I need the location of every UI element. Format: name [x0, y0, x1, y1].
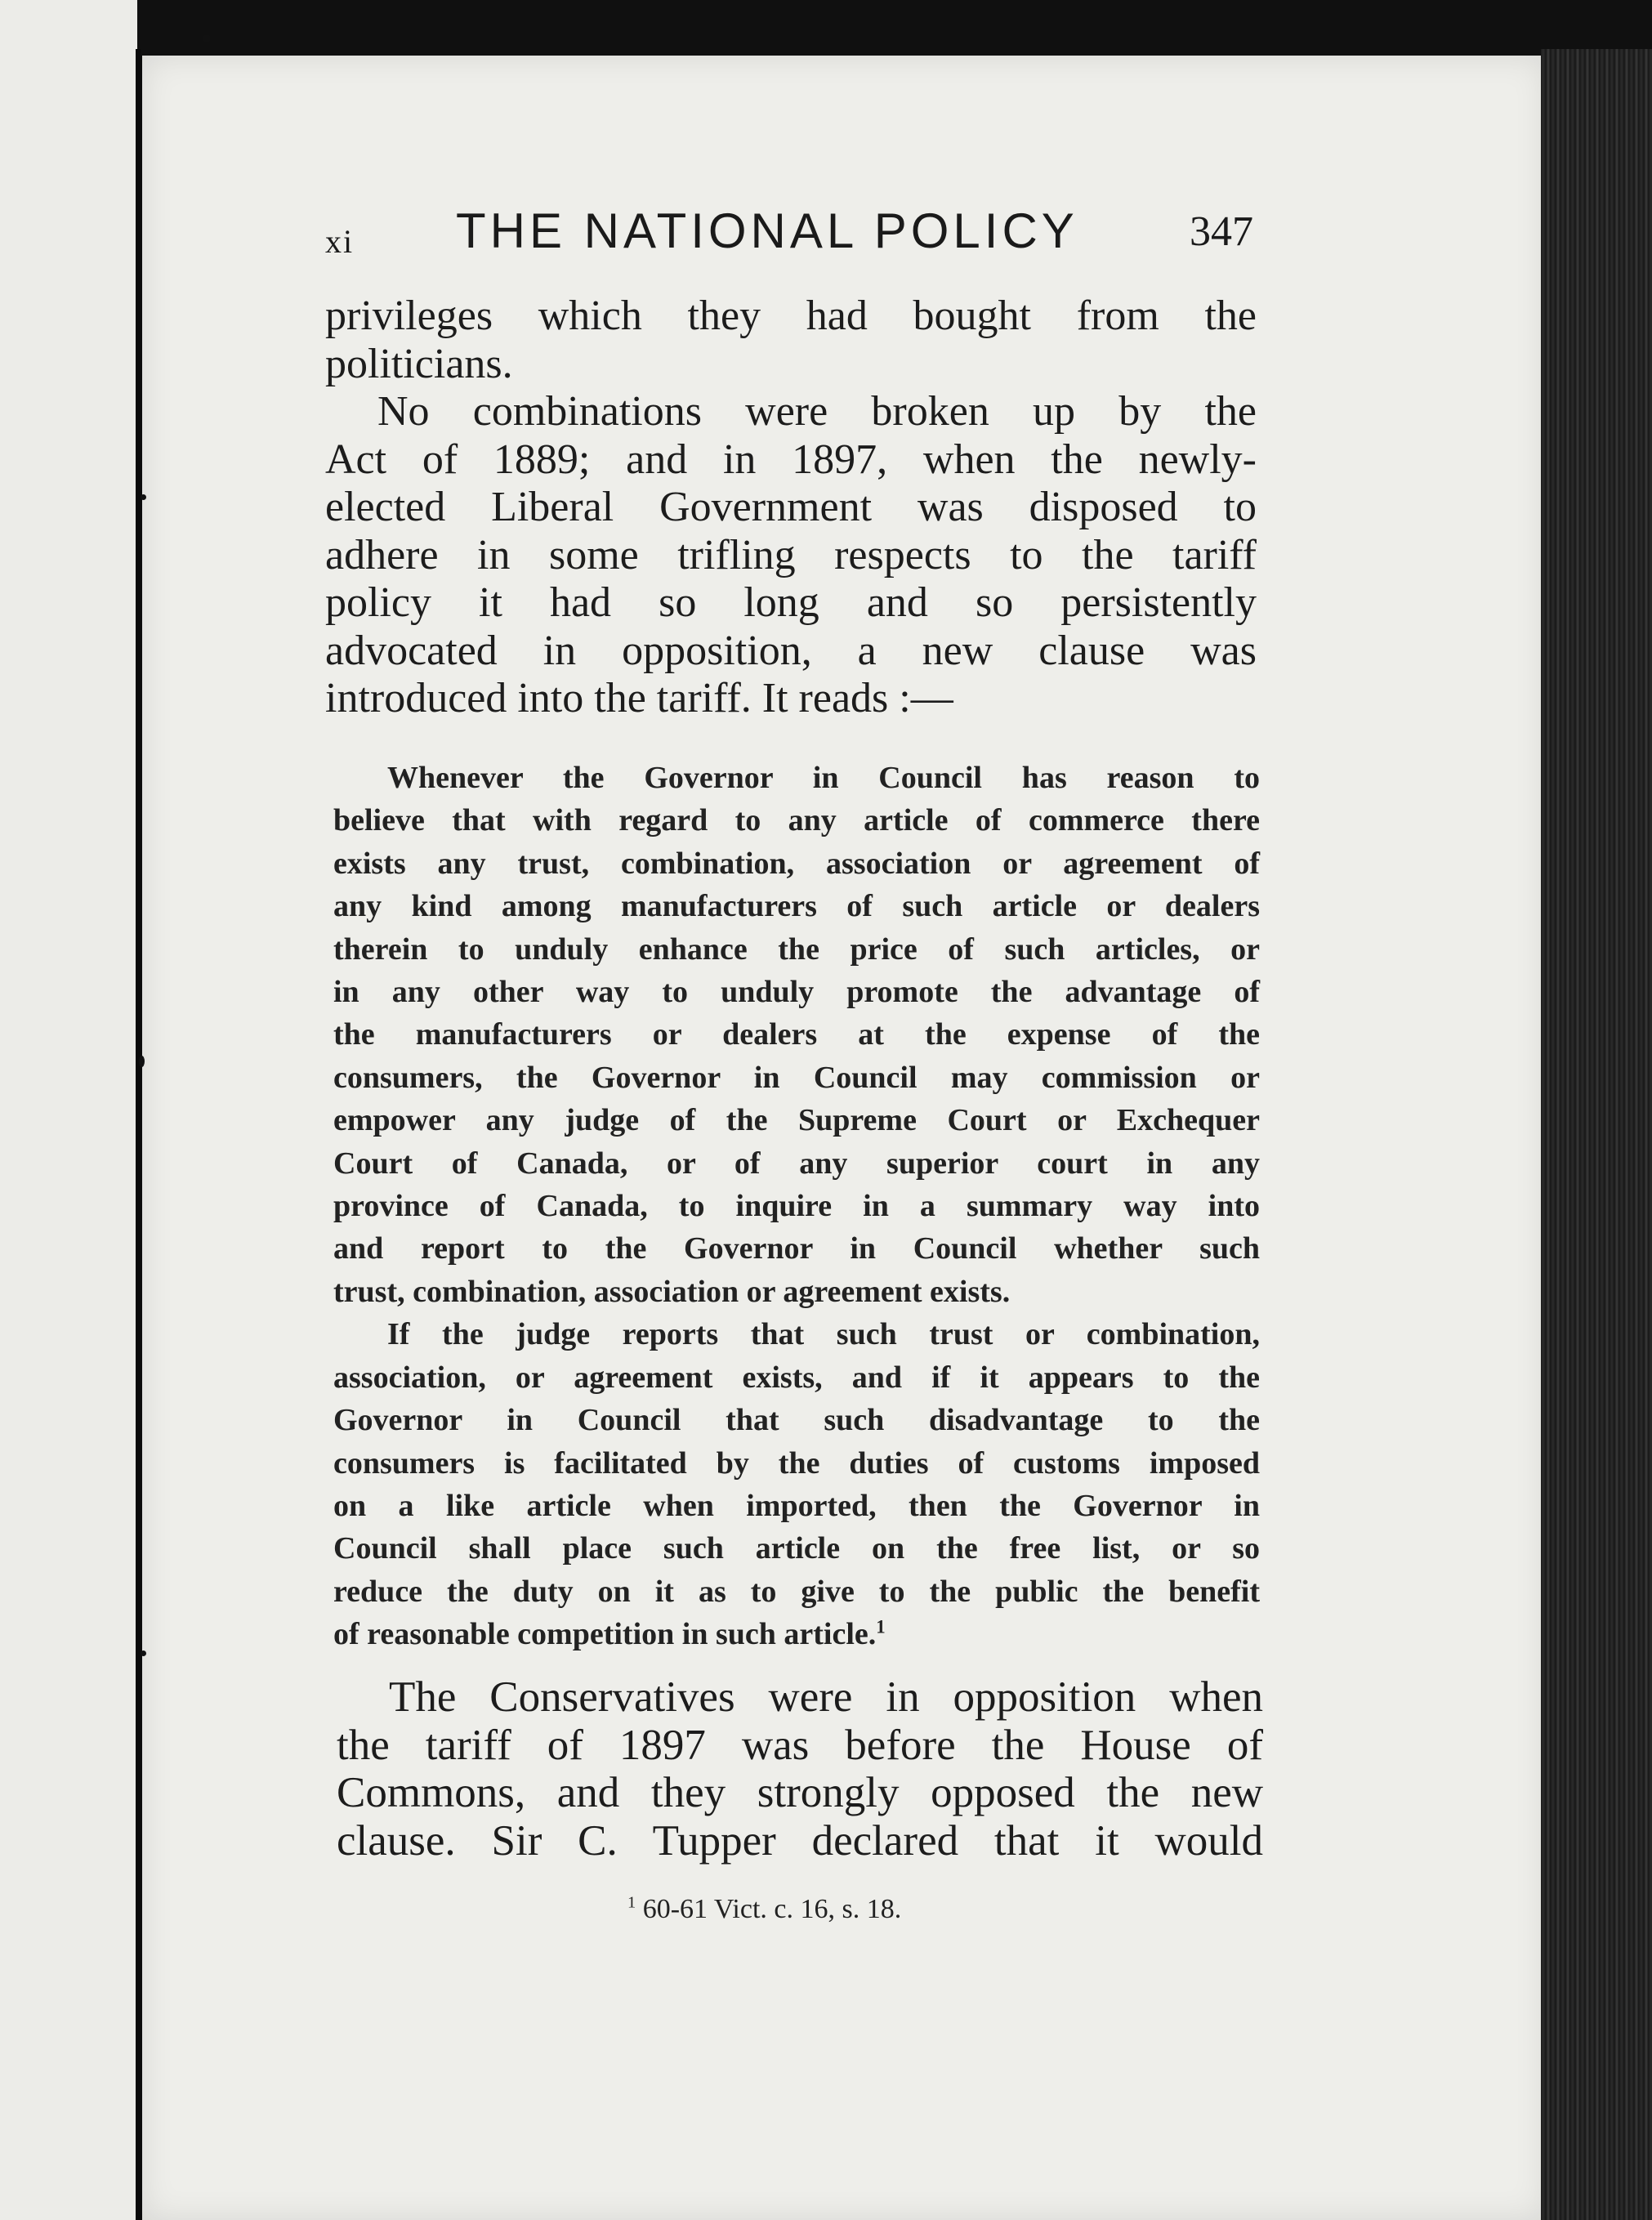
running-title: THE NATIONAL POLICY: [456, 203, 1078, 258]
quote-line: in any other way to unduly promote the advantage of: [333, 975, 1260, 1010]
text-line: introduced into the tariff. It reads :—: [325, 675, 953, 721]
page-fore-edge: [1541, 49, 1652, 2220]
scan-speck: [141, 1650, 146, 1656]
text-line: No combinations were broken up by the: [377, 388, 1257, 435]
text-line: privileges which they had bought from the: [325, 293, 1257, 339]
quote-line: any kind among manufacturers of such article or dealers: [333, 889, 1260, 924]
quote-line: If the judge reports that such trust or combination,: [387, 1317, 1260, 1352]
scan-speck: [203, 34, 211, 42]
quote-line: of reasonable competition in such article.: [333, 1617, 877, 1652]
quote-line: trust, combination, association or agreement exists.: [333, 1274, 1011, 1309]
body-paragraphs-top: [325, 293, 1257, 723]
quote-line: the manufacturers or dealers at the expense of the: [333, 1017, 1260, 1052]
text-line: politicians.: [325, 340, 513, 387]
quote-line: believe that with regard to any article of commerce there: [333, 803, 1260, 838]
quote-line: on a like article when imported, then the Governor in: [333, 1488, 1260, 1523]
scan-speck: [139, 1056, 145, 1067]
top-scan-edge: [137, 0, 1652, 56]
quote-line: province of Canada, to inquire in a summary way into: [333, 1189, 1260, 1224]
quote-line: Whenever the Governor in Council has reason to: [387, 761, 1260, 795]
quote-line: consumers, the Governor in Council may commission or: [333, 1060, 1260, 1095]
page-number: 347: [1190, 208, 1253, 255]
text-line: The Conservatives were in opposition when: [389, 1673, 1263, 1721]
text-line: policy it had so long and so persistently: [325, 579, 1257, 626]
footnote-text: 60-61 Vict. c. 16, s. 18.: [642, 1894, 902, 1924]
chapter-number: xi: [325, 223, 355, 260]
quote-line: Governor in Council that such disadvantage to the: [333, 1403, 1260, 1438]
text-line: elected Liberal Government was disposed to: [325, 484, 1257, 530]
quote-line: Council shall place such article on the free list, or so: [333, 1531, 1260, 1566]
body-paragraphs-bottom: [337, 1673, 1263, 1865]
left-page-margin: [0, 0, 137, 2220]
quote-line: reduce the duty on it as to give to the public the benefit: [333, 1574, 1260, 1609]
quote-line: therein to unduly enhance the price of such articles, or: [333, 931, 1260, 967]
quote-last-line: [333, 1613, 1260, 1655]
quoted-clause: [333, 757, 1260, 1656]
quote-line: empower any judge of the Supreme Court or Exchequer: [333, 1103, 1260, 1138]
quote-line: consumers is facilitated by the duties of customs imposed: [333, 1445, 1260, 1481]
text-line: adhere in some trifling respects to the tariff: [325, 531, 1257, 578]
running-head: [325, 203, 1253, 268]
text-line: advocated in opposition, a new clause was: [325, 627, 1257, 674]
footnote-marker: 1: [627, 1893, 636, 1912]
text-line: clause. Sir C. Tupper declared that it would: [337, 1816, 1263, 1865]
scan-speck: [141, 494, 146, 500]
footnote: [627, 1894, 901, 1925]
quote-line: and report to the Governor in Council whether such: [333, 1231, 1260, 1266]
text-line: Commons, and they strongly opposed the new: [337, 1769, 1263, 1816]
page-gutter-line: [136, 49, 141, 2220]
footnote-reference: 1: [876, 1616, 886, 1637]
quote-line: Court of Canada, or of any superior court in any: [333, 1146, 1260, 1181]
text-line: Act of 1889; and in 1897, when the newly-: [325, 436, 1257, 483]
quote-line: exists any trust, combination, association or agreement of: [333, 846, 1260, 881]
text-line: the tariff of 1897 was before the House of: [337, 1721, 1263, 1769]
quote-line: association, or agreement exists, and if it appears to the: [333, 1360, 1260, 1395]
